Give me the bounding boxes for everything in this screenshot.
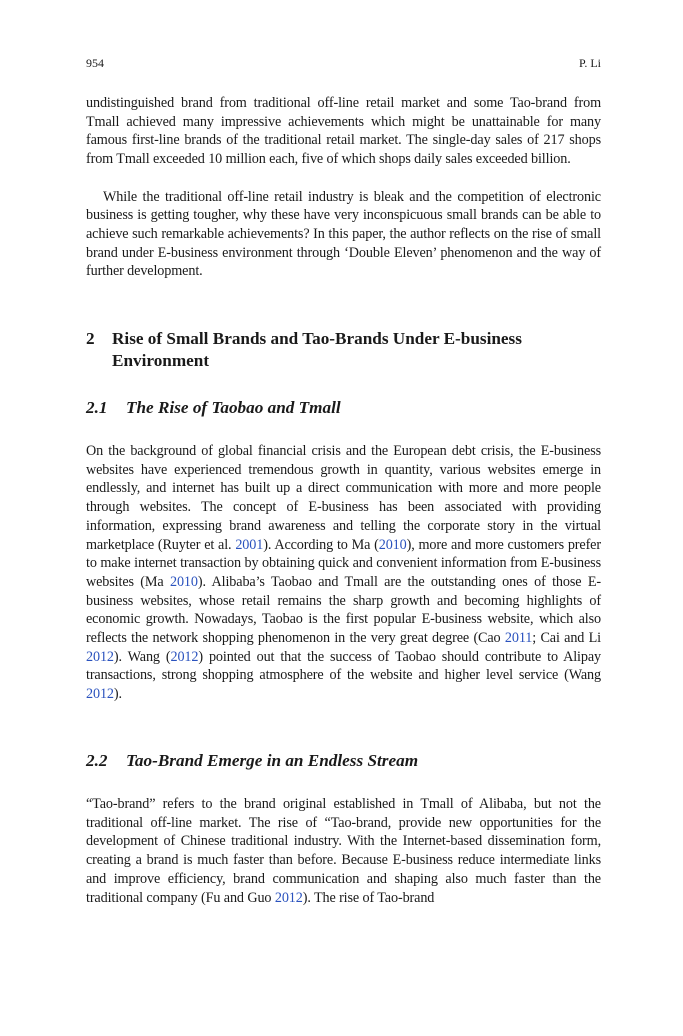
text-run: ) pointed out that the success of Taobao should contribute to Alipay transactions, strong shopping atmosphere of the website and higher level service (Wang — [86, 648, 601, 684]
text-run: ). According to Ma ( — [263, 536, 379, 553]
text-run: ). Wang ( — [113, 648, 171, 665]
subsection-title: Tao-Brand Emerge in an Endless Stream — [126, 751, 419, 770]
citation-link[interactable]: 2010 — [378, 536, 407, 553]
page-number: 954 — [86, 56, 104, 70]
subsection-heading-2-1 — [86, 397, 601, 419]
intro-paragraph-2: While the traditional off-line retail industry is bleak and the competition of electronic business is getting tougher, why these have very inconspicuous small brands can be able to achieve such remarkable achievements? In this paper, the author reflects on the rise of small brand under E-business environment through ‘Double Eleven’ phenomenon and the way of further development. — [86, 188, 601, 280]
citation-link[interactable]: 2001 — [235, 536, 264, 553]
text-run: ). — [113, 686, 122, 703]
text-run: “Tao-brand” refers to the brand original established in Tmall of Alibaba, but not the traditional off-line market. The rise of “Tao-brand, provide new opportunities for the development of Chinese traditional industry. With the Internet-based dissemination form, creating a brand is much faster than before. Because E-business reduce intermediate links and improve efficiency, brand communication and shaping also much faster than the traditional company (Fu and Guo — [86, 796, 601, 906]
text-run: ). The rise of Tao-brand — [302, 889, 435, 906]
running-head-author: P. Li — [578, 56, 601, 70]
citation-link[interactable]: 2012 — [86, 648, 114, 665]
citation-link[interactable]: 2012 — [170, 648, 199, 665]
section-number: 2 — [86, 329, 95, 348]
citation-link[interactable]: 2012 — [86, 686, 114, 703]
subsection-heading-2-2 — [86, 750, 601, 772]
paragraph-2-2 — [86, 795, 601, 907]
intro-paragraph-1: undistinguished brand from traditional off-line retail market and some Tao-brand from Tmall achieved many impressive achievements which might be unattainable for many famous first-line brands of the traditional retail market. The single-day sales of 217 shops from Tmall exceeded 10 million each, five of which shops daily sales exceeded billion. — [86, 95, 601, 168]
section-heading-2 — [86, 328, 601, 372]
citation-link[interactable]: 2011 — [504, 630, 533, 647]
text-run: ; Cai and Li — [532, 630, 601, 647]
subsection-number: 2.2 — [86, 751, 108, 770]
citation-link[interactable]: 2012 — [274, 889, 303, 906]
paragraph-2-1 — [86, 442, 601, 704]
citation-link[interactable]: 2010 — [169, 573, 198, 590]
subsection-number: 2.1 — [86, 398, 108, 417]
section-title: Rise of Small Brands and Tao-Brands Under E-business Environment — [112, 329, 522, 370]
subsection-title: The Rise of Taobao and Tmall — [126, 398, 341, 417]
text-run: ), more and more customers prefer to make internet transaction by obtaining quick and convenient information from E-business websites (Ma — [86, 536, 601, 590]
text-run: ). Alibaba’s Taobao and Tmall are the outstanding ones of those E-business websites, whose retail remains the sharp growth and becoming highlights of economic growth. Nowadays, Taobao is the first popular E-business website, which also reflects the network shopping phenomenon in the very great degree (Cao — [86, 573, 601, 647]
text-run: On the background of global financial crisis and the European debt crisis, the E-business websites have experienced tremendous growth in quantity, various websites emerge in endlessly, and internet has built up a direct communication with more and more people through websites. The concept of E-business has been associated with providing information, expressing brand awareness and telling the corporate story in the virtual marketplace (Ruyter et al. — [86, 443, 601, 553]
